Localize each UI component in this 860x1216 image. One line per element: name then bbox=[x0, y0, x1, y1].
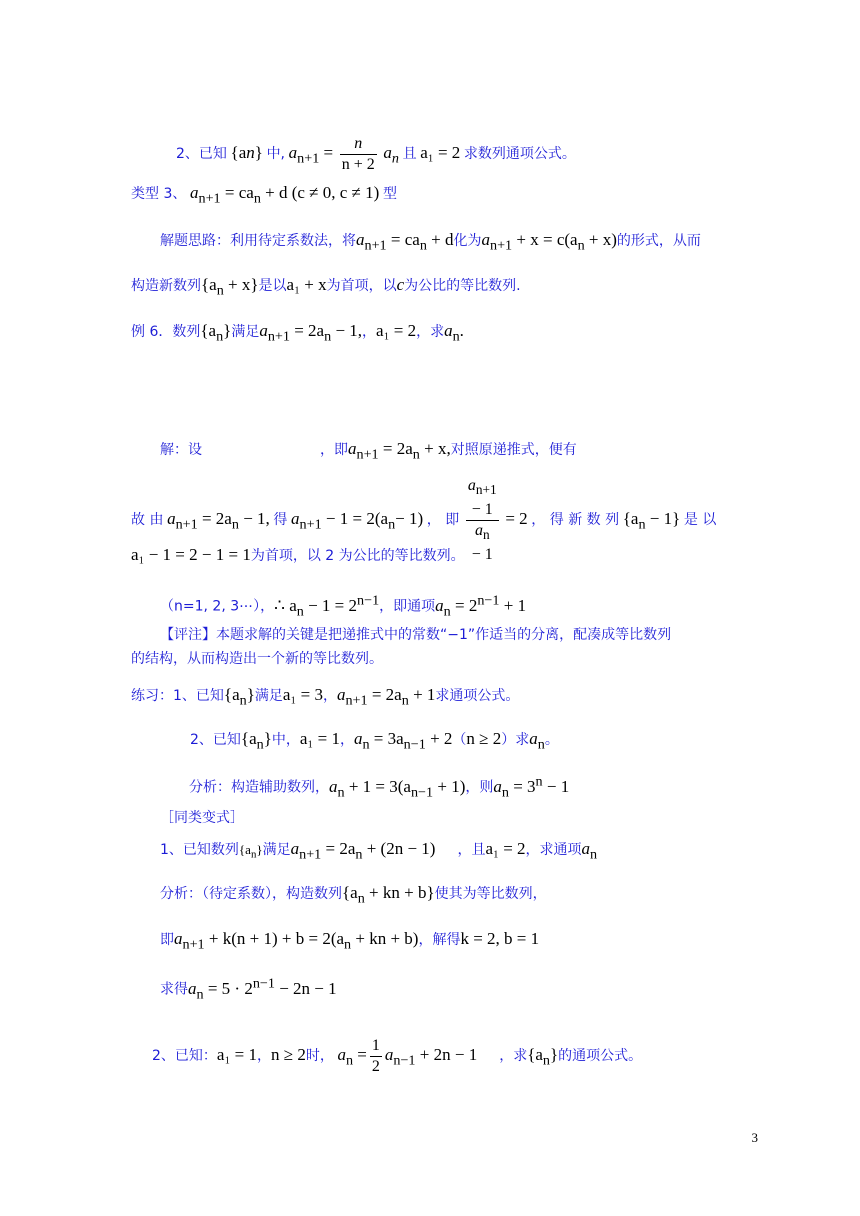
solution-derivation: 故 由 $a_{n+1} = 2a_n - 1$, 得 $a_{n+1} - 1 = 2(a_n- 1)$ ， 即 $a_{n+1}$ − 1 $a_n$ − 1 = 2 ， 得 新 数 列 $\{a_n - 1\}$ 是 以 bbox=[131, 477, 717, 564]
math: $a_{n+1}$ = bbox=[288, 142, 334, 167]
general-term-line: （n=1, 2, 3⋯），∴ $a_n - 1 = 2^{n-1}$，即通项$a_n = 2^{n-1} + 1$ bbox=[160, 592, 527, 620]
math: {an} bbox=[230, 142, 263, 162]
solution-start: 解：设 ，即$a_{n+1} = 2a_n + x$,对照原递推式，便有 bbox=[160, 439, 577, 463]
first-term-line: a₁ − 1 = 2 − 1 = 1为首项，以 2 为公比的等比数列。 bbox=[131, 545, 465, 564]
solution-idea-cont: 构造新数列$\{a_n + x\}$是以a₁ + x为首项，以c为公比的等比数列. bbox=[131, 275, 521, 299]
problem-2-line bbox=[176, 134, 576, 175]
fraction: $\frac{1}{2}$ bbox=[371, 1037, 380, 1075]
math: $a_n$ bbox=[383, 142, 399, 167]
text: 2、已知 bbox=[176, 145, 227, 162]
text: 求数列通项公式。 bbox=[463, 145, 576, 162]
example-6: 例 6．数列$\{a_n\}$满足$a_{n+1} = 2a_n - 1$,，a₁ = 2，求$a_n$. bbox=[131, 321, 464, 345]
solution-idea: 解题思路：利用待定系数法，将$a_{n+1} = ca_n + d$化为$a_{n+1} + x = c(a_n + x)$的形式，从而 bbox=[160, 230, 701, 254]
fraction: $a_{n+1}$ − 1 $a_n$ − 1 bbox=[467, 477, 497, 564]
variant-2: 2、已知：a₁ = 1，n ≥ 2时， $a_n$ = $\frac{1}{2}$ $a_{n-1} + 2n - 1$ ，求$\{a_n\}$的通项公式。 bbox=[152, 1037, 643, 1075]
text: 且 bbox=[402, 145, 417, 162]
variant-1-result: 求得$a_n = 5 \cdot 2^{n-1} - 2n - 1$ bbox=[160, 975, 337, 1003]
variant-1-analysis: 分析：（待定系数），构造数列{$a_n$ + kn + b}使其为等比数列， bbox=[160, 883, 547, 907]
exercise-2: 2、已知$\{a_n\}$中，a₁ = 1，$a_n = 3a_{n-1} + 2(n \ge 2)$求$a_n$。 bbox=[190, 729, 559, 753]
comment-line-2: 的结构，从而构造出一个新的等比数列。 bbox=[131, 651, 383, 667]
variant-1: 1、已知数列$\{a_n\}$满足$a_{n+1} = 2a_n + (2n - 1)$ ，且a₁ = 2，求通项$a_n$ bbox=[160, 839, 598, 863]
text: 中, bbox=[266, 145, 286, 162]
exercise-1: 练习：1、已知$\{a_n\}$满足a₁ = 3，$a_{n+1} = 2a_n + 1$求通项公式。 bbox=[131, 685, 520, 709]
math: a₁ = 2 bbox=[420, 142, 461, 162]
variant-heading: ［同类变式］ bbox=[160, 810, 244, 826]
comment-line-1: 【评注】本题求解的关键是把递推式中的常数“−1”作适当的分离，配凑成等比数列 bbox=[160, 627, 672, 643]
analysis-line: 分析：构造辅助数列，$a_n + 1 = 3(a_{n-1} + 1)$，则$a_n = 3^n - 1$ bbox=[189, 773, 570, 801]
variant-1-equation: 即$a_{n+1} + k(n + 1) + b = 2(a_n$ + kn + b)，解得k = 2, b = 1 bbox=[160, 929, 540, 953]
type-3-heading: 类型 3、 $a_{n+1} = ca_n + d$ (c ≠ 0, c ≠ 1) 型 bbox=[131, 183, 397, 207]
fraction: $\frac{n}{n + 2}$ bbox=[341, 135, 375, 173]
page-number: 3 bbox=[751, 1130, 758, 1145]
